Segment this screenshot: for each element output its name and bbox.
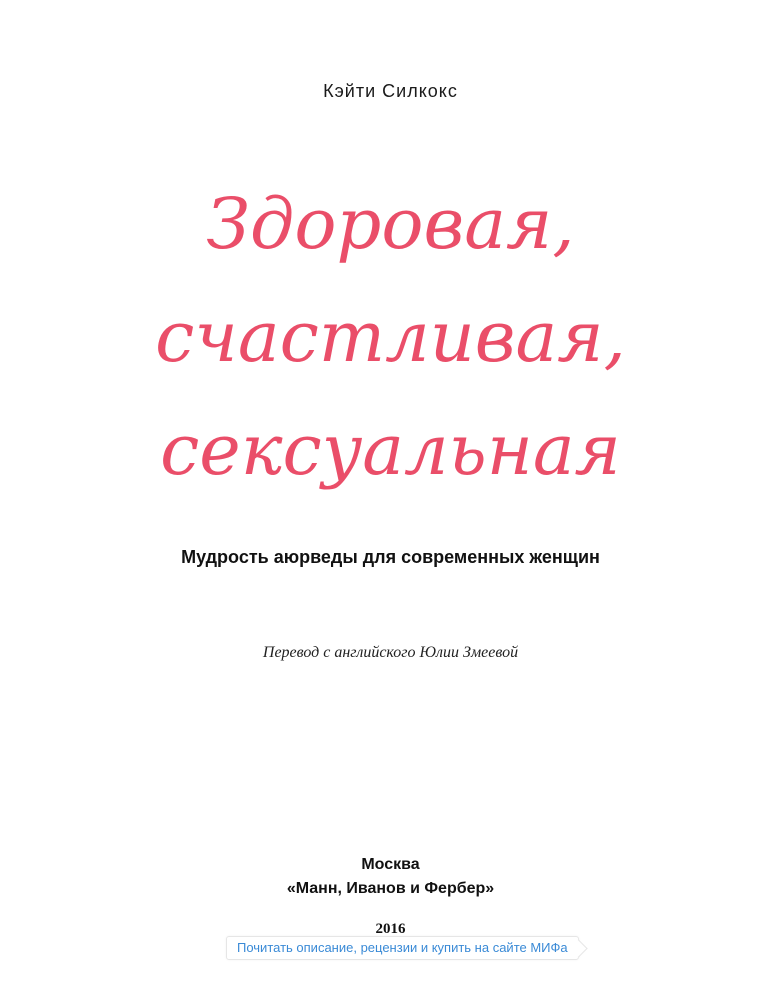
book-title	[0, 168, 781, 507]
book-title-line-2: счастливая,	[155, 296, 626, 378]
buy-on-mif-link[interactable]	[226, 936, 579, 960]
book-subtitle: Мудрость аюрведы для современных женщин	[181, 547, 600, 567]
translator-credit: Перевод с английского Юлии Змеевой	[262, 644, 519, 661]
buy-on-mif-link-text: Почитать описание, рецензии и купить на сайте МИФа	[237, 940, 568, 955]
imprint-year: 2016	[375, 921, 406, 935]
book-title-line-3: сексуальная	[160, 409, 621, 491]
book-title-line-1: Здоровая,	[206, 183, 575, 265]
author-name: Кэйти Силкокс	[323, 81, 458, 101]
imprint-city: Москва	[361, 856, 420, 873]
imprint-publisher: «Манн, Иванов и Фербер»	[286, 880, 495, 897]
